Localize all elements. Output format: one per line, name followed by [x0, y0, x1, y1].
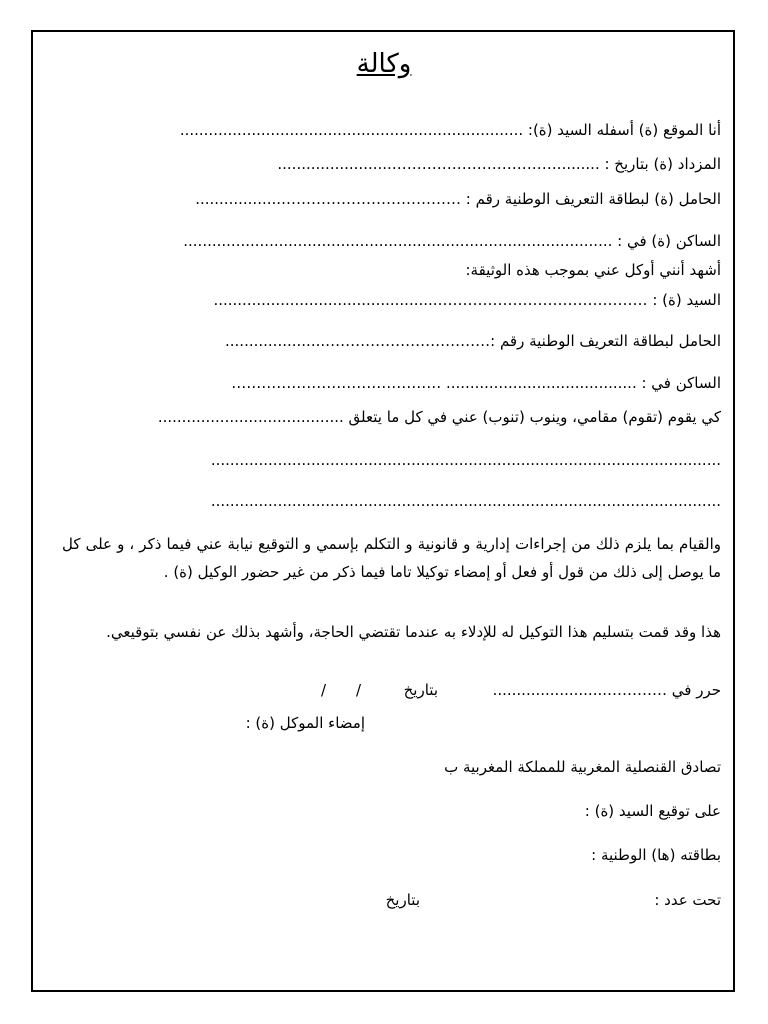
id-card-line: بطاقته (ها) الوطنية : — [591, 846, 721, 864]
line-residence: الساكن (ة) في : .......................................................................................... — [183, 232, 721, 250]
dotted-line: ........................................................................................................... — [210, 451, 721, 469]
paragraph-handover: هذا وقد قمت بتسليم هذا التوكيل له للإدلاء به عندما تقتضي الحاجة، وأشهد بذلك عن نفسي بتوقيعي. — [106, 623, 721, 641]
line-agent-id: الحامل لبطاقة التعريف الوطنية رقم :……………………………..................... — [225, 332, 721, 350]
line-birth-date: المزداد (ة) بتاريخ : .........……………………………........................ — [277, 155, 721, 173]
document-title: وكالة — [356, 49, 412, 79]
line-signer-name: أنا الموقع (ة) أسفله السيد (ة): ........................................................................ — [179, 121, 721, 139]
principal-signature: إمضاء الموكل (ة) : — [245, 714, 365, 732]
on-date: بتاريخ — [385, 891, 420, 909]
consulate-certification: تصادق القنصلية المغربية للمملكة المغربية ب — [444, 758, 721, 776]
line-id-card: الحامل (ة) لبطاقة التعريف الوطنية رقم : ……………………………….................. — [195, 190, 721, 208]
under-number: تحت عدد : — [654, 891, 721, 909]
signature-of: على توقيع السيد (ة) : — [584, 802, 721, 820]
dotted-line: ........................................................................................................... — [210, 492, 721, 510]
date-separator: / — [321, 681, 327, 699]
paragraph-powers: والقيام بما يلزم ذلك من إجراءات إدارية و قانونية و التكلم بإسمي و التوقيع نيابة عني فيما ذكر ، و على كل ما يوصل إلى ذلك من قول أو فعل أو إمضاء توكيلا تاما فيما ذكر من غير حضور الوكيل (ة) . — [62, 535, 721, 581]
date-label: بتاريخ — [403, 681, 438, 699]
line-declaration: أشهد أنني أوكل عني بموجب هذه الوثيقة: — [465, 261, 721, 279]
line-agent-name: السيد (ة) : ……………………………………............................................... — [213, 291, 721, 309]
written-at: حرر في …………........................ — [492, 681, 721, 699]
date-separator: / — [356, 681, 362, 699]
line-mandate: كي يقوم (تقوم) مقامي، وينوب (تنوب) عني في كل ما يتعلق ....................................... — [157, 408, 721, 426]
line-agent-residence: الساكن في : ........................................ …………………………………… — [231, 374, 721, 392]
